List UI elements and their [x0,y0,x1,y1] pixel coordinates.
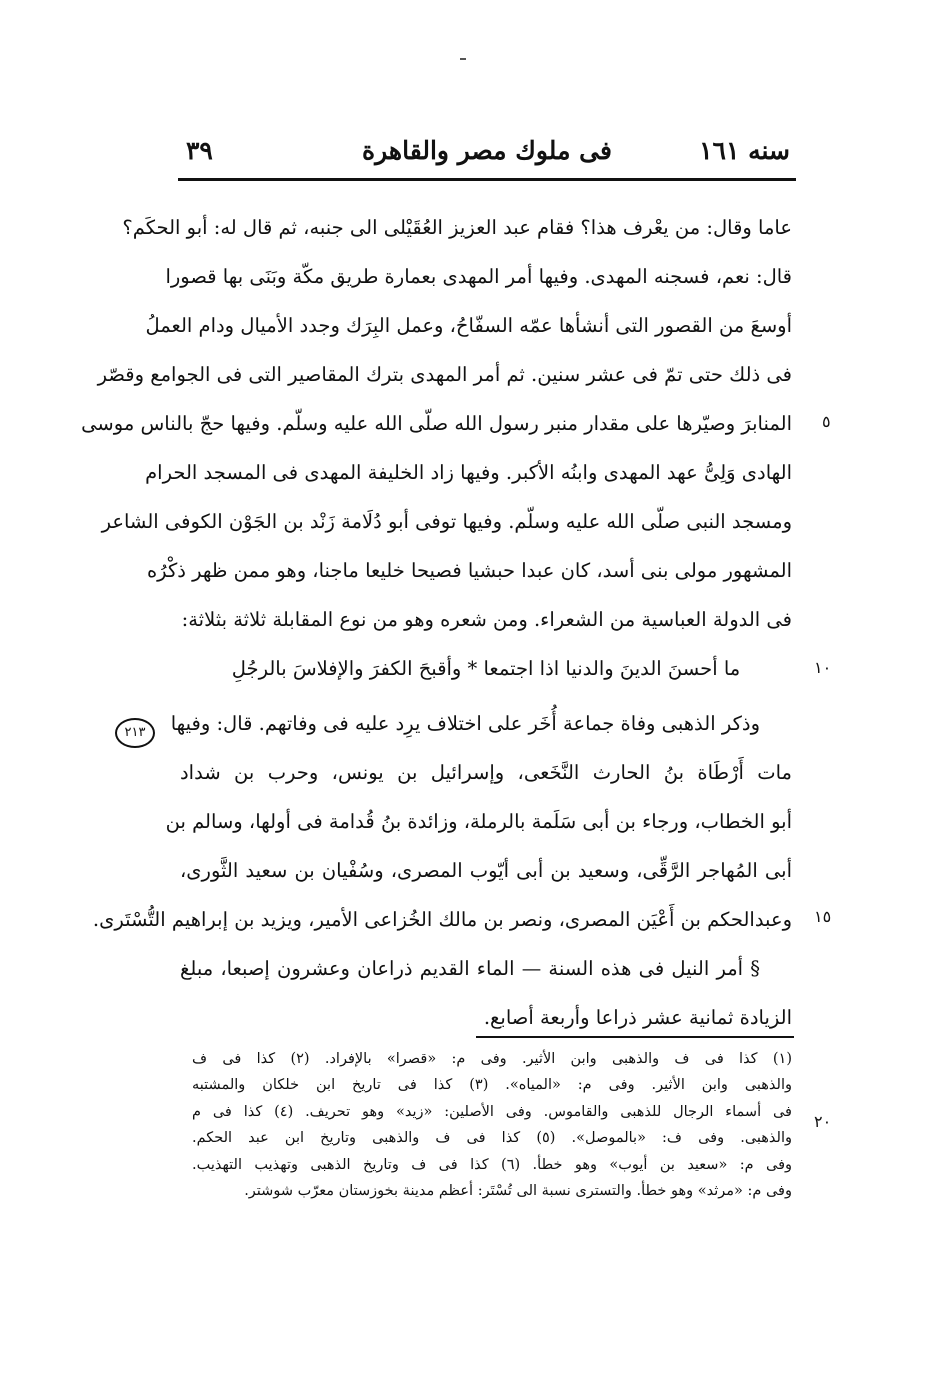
footnote-line: والذهبى وابن الأثير. وفى م: «المياه». (٣) كذا فى تاريخ ابن خلكان والمشتبه [192,1077,792,1094]
text-line: مات أَرْطَاة بنُ الحارث النَّخَعى، وإسرائيل بن يونس، وحرب بن شداد [180,761,792,784]
text-line: المنابرَ وصيّرها على مقدار منبر رسول الله صلّى الله عليه وسلّم. وفيها حجّ بالناس موسى [81,412,792,435]
footnotes [192,1046,792,1204]
header-rule [178,178,796,181]
top-mark [460,58,466,60]
running-header [178,130,796,174]
line-number-15: ١٥ [814,907,832,926]
footnote-line: (١) كذا فى ف والذهبى وابن الأثير. وفى م: «قصرا» بالإفراد. (٢) كذا فى ف [192,1051,792,1067]
footnote-line: والذهبى. وفى ف: «بالموصل». (٥) كذا فى ف والذهبى وتاريخ ابن عبد الحكم. [192,1130,792,1147]
text-line: أوسعَ من القصور التى أنشأها عمّه السفّاحُ، وعمل البِرَك وجدد الأميال ودام العملُ [145,314,792,337]
text-line: أبى المُهاجر الرَّقِّى، وسعيد بن أبى أيّوب المصرى، وسُفْيان بن سعيد الثَّورى، [180,859,792,882]
line-number-20: ٢٠ [814,1112,832,1131]
header-year: سنه ١٦١ [699,136,790,165]
nile-section-line: الزيادة ثمانية عشر ذراعا وأربعة أصابع. [483,1006,792,1029]
poetry-verse: ما أحسنَ الدينَ والدنيا اذا اجتمعا * وأقبحَ الكفرَ والإفلاسَ بالرجُلِ [231,657,741,680]
text-line: المشهور مولى بنى أسد، كان عبدا حبشيا فصيحا خليعا ماجنا، وهو ممن ظهر ذكْرُه [146,559,792,582]
header-title: فى ملوك مصر والقاهرة [362,136,612,165]
text-line: قال: نعم، فسجنه المهدى. وفيها أمر المهدى بعمارة طريق مكّة وبَنَى بها قصورا [165,265,792,288]
footnote-rule [476,1036,794,1038]
text-line: أبو الخطاب، ورجاء بن أبى سَلَمة بالرملة، وزائدة بنُ قُدامة فى أولها، وسالم بن [165,810,792,833]
text-line: فى الدولة العباسية من الشعراء. ومن شعره وهو من نوع المقابلة ثلاثة بثلاثة: [181,608,792,631]
text-line: فى ذلك حتى تمّ فى عشر سنين. ثم أمر المهدى بترك المقاصير التى فى الجوامع وقصّر [97,363,792,386]
text-line: وذكر الذهبى وفاة جماعة أُخَر على اختلاف يرِد عليه فى وفاتهم. قال: وفيها [170,712,760,735]
footnote-line: وفى م: «سعيد بن أيوب» وهو خطأ. (٦) كذا فى ف وتاريخ الذهبى وتهذيب التهذيب. [192,1156,793,1173]
text-line: الهادى وَلِىُّ عهد المهدى وابنُه الأكبر. وفيها زاد الخليفة المهدى فى المسجد الحرام [145,461,792,484]
line-number-5: ٥ [822,412,831,431]
footnote-line: فى أسماء الرجال للذهبى والقاموس. وفى الأصلين: «زيد» وهو تحريف. (٤) كذا فى م [192,1103,792,1120]
page-number: ٣٩ [186,136,213,165]
text-line: وعبدالحكم بن أَعْيَن المصرى، ونصر بن مالك الخُزاعى الأمير، ويزيد بن إبراهيم التُّسْتَرى. [92,908,792,931]
footnote-line: وفى م: «مرثد» وهو خطأ. والتسترى نسبة الى تُسْتَر: أعظم مدينة بخوزستان معرّب شوشتر. [244,1182,792,1199]
text-line: ومسجد النبى صلّى الله عليه وسلّم. وفيها توفى أبو دُلَامة زَنْد بن الجَوْن الكوفى الشاعر [101,510,792,533]
text-line: عاما وقال: من يعْرف هذا؟ فقام عبد العزيز العُقَيْلى الى جنبه، ثم قال له: أبو الحكَم؟ [122,216,792,239]
nile-section-line: § أمر النيل فى هذه السنة — الماء القديم ذراعان وعشرون إصبعا، مبلغ [180,957,760,980]
original-page-stamp: ٢١٣ [115,718,155,748]
line-number-10: ١٠ [814,658,832,677]
